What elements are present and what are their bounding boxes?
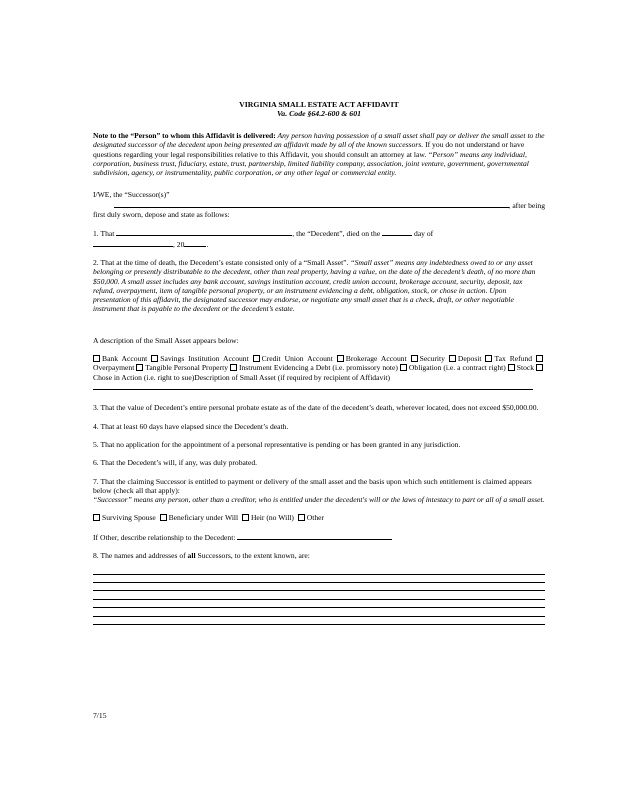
item-8	[93, 551, 545, 560]
item-1-year: , 20	[173, 239, 185, 249]
option-other: Other	[306, 513, 325, 523]
item-2-normal: 2. That at the time of death, the Decedent’s estate consisted only of a “Small Asset”.	[93, 257, 351, 267]
note-italic-2: “Person” means any individual, corporation, business trust, fiduciary, estate, trust, partnership, limited liability company, association, joint venture, government, governmental subdivision, agency, or instrumentality, public corporation, or any other legal or commercial entity.	[93, 149, 529, 178]
note-paragraph	[93, 131, 545, 177]
item-1-end: .	[206, 239, 209, 249]
successor-options	[93, 513, 545, 522]
option-tangible-property: Tangible Personal Property	[145, 363, 228, 373]
option-credit-union: Credit Union Account	[261, 354, 333, 364]
item-1-dayof: day of	[414, 229, 434, 239]
surviving-spouse-checkbox[interactable]	[93, 514, 100, 521]
option-instrument-debt: Instrument Evidencing a Debt (i.e. promissory note)	[238, 363, 398, 373]
successor-address-line-2[interactable]	[93, 575, 545, 583]
note-lead: Note to the “Person” to whom this Affidavit is delivered:	[93, 131, 276, 140]
iwe-label: I/WE, the “Successor(s)”	[93, 190, 170, 200]
successors-line	[93, 200, 545, 210]
death-day-field[interactable]	[382, 228, 412, 236]
after-being-text: , after being	[508, 200, 545, 210]
option-surviving-spouse: Surviving Spouse	[102, 513, 156, 523]
brokerage-account-checkbox[interactable]	[337, 355, 344, 362]
death-month-field[interactable]	[93, 239, 173, 247]
option-chose-in-action: Chose in Action (i.e. right to sue)	[93, 372, 195, 382]
other-relationship-line	[93, 532, 545, 542]
successor-address-line-7[interactable]	[93, 617, 545, 625]
item-8-bold: all	[187, 551, 196, 560]
stock-checkbox[interactable]	[508, 364, 515, 371]
sworn-text: first duly sworn, depose and state as follows:	[93, 210, 230, 220]
bank-account-checkbox[interactable]	[93, 355, 100, 362]
savings-institution-checkbox[interactable]	[151, 355, 158, 362]
item-2-paragraph	[93, 258, 545, 314]
decedent-name-field[interactable]	[116, 228, 292, 236]
option-heir: Heir (no Will)	[250, 513, 294, 523]
option-overpayment: Overpayment	[93, 363, 135, 373]
heir-checkbox[interactable]	[242, 514, 249, 521]
item-1-start: 1. That	[93, 229, 115, 239]
form-revision-date: 7/15	[93, 711, 107, 720]
beneficiary-checkbox[interactable]	[160, 514, 167, 521]
item-8-start: 8. The names and addresses of	[93, 551, 188, 560]
asset-options	[93, 354, 545, 382]
overpayment-checkbox[interactable]	[536, 355, 543, 362]
item-6: 6. That the Decedent’s will, if any, was duly probated.	[93, 458, 258, 468]
item-7-normal: 7. That the claiming Successor is entitled to payment or delivery of the small asset and the basis upon which such entitlement is claimed appears below (check all that apply):	[93, 476, 532, 495]
other-checkbox[interactable]	[298, 514, 305, 521]
asset-description-line[interactable]	[93, 382, 533, 390]
successor-address-line-4[interactable]	[93, 591, 545, 599]
item-1-line-2	[93, 239, 545, 249]
item-2-italic: “Small asset” means any indebtedness owed to or any asset belonging or presently distributable to the decedent, other than real property, having a value, on the date of the decedent’s death, of no more than $50,000. A small asset includes any bank account, savings institution account, credit union account, brokerage account, security, deposit, tax refund, overpayment, item of tangible personal property, or an instrument evidencing a debt, obligation, stock, or chose in action. Upon presentation of this affidavit, the designated successor may endorse, or negotiate any small asset that is a check, draft, or other negotiable instrument that is payable to the decedent or the decedent’s estate.	[93, 257, 536, 314]
successor-address-line-6[interactable]	[93, 608, 545, 616]
item-8-end: Successors, to the extent known, are:	[195, 551, 310, 560]
successor-address-line-3[interactable]	[93, 583, 545, 591]
successor-address-line-5[interactable]	[93, 600, 545, 608]
note-italic-1: Any person having possession of a small asset shall pay or deliver the small asset to the designated successor of the decedent upon being presented an affidavit made by all of the known successors.	[93, 131, 545, 150]
item-3: 3. That the value of Decedent’s entire personal probate estate as of the date of the decedent’s death, wherever located, does not exceed $50,000.00.	[93, 403, 539, 413]
credit-union-checkbox[interactable]	[253, 355, 260, 362]
other-relationship-label: If Other, describe relationship to the Decedent:	[93, 532, 236, 542]
item-7-paragraph	[93, 477, 545, 505]
asset-description-label: Description of Small Asset (if required by recipient of Affidavit)	[194, 372, 391, 382]
item-7-italic: “Successor” means any person, other than a creditor, who is entitled under the decedent's will or the laws of intestacy to part or all of a small asset.	[93, 495, 545, 505]
item-4: 4. That at least 60 days have elapsed since the Decedent’s death.	[93, 421, 289, 431]
document-subtitle: Va. Code §64.2-600 & 601	[276, 109, 362, 118]
chose-in-action-checkbox[interactable]	[536, 364, 543, 371]
other-relationship-field[interactable]	[237, 532, 392, 540]
option-savings-institution: Savings Institution Account	[160, 354, 249, 364]
item-1-line	[93, 228, 545, 238]
death-year-field[interactable]	[184, 239, 209, 249]
option-obligation: Obligation (i.e. a contract right)	[408, 363, 506, 373]
tax-refund-checkbox[interactable]	[485, 355, 492, 362]
option-deposit: Deposit	[457, 354, 482, 364]
option-security: Security	[419, 354, 445, 364]
affidavit-page	[93, 100, 545, 625]
item-1-mid: , the “Decedent”, died on the	[292, 229, 381, 239]
asset-desc-label: A description of the Small Asset appears below:	[93, 335, 239, 345]
option-bank-account: Bank Account	[102, 354, 148, 364]
successor-address-line-1[interactable]	[93, 566, 545, 574]
security-checkbox[interactable]	[411, 355, 418, 362]
successors-name-field[interactable]	[114, 200, 509, 208]
option-brokerage-account: Brokerage Account	[345, 354, 407, 364]
tangible-property-checkbox[interactable]	[136, 364, 143, 371]
deposit-checkbox[interactable]	[449, 355, 456, 362]
instrument-debt-checkbox[interactable]	[230, 364, 237, 371]
option-stock: Stock	[516, 363, 535, 373]
option-tax-refund: Tax Refund	[494, 354, 533, 364]
obligation-checkbox[interactable]	[400, 364, 407, 371]
option-beneficiary: Beneficiary under Will	[168, 513, 239, 523]
note-normal-1: If you do not understand or have questions regarding your legal responsibilities relative to this Affidavit, you should consult an attorney at law.	[93, 140, 525, 159]
document-title: VIRGINIA SMALL ESTATE ACT AFFIDAVIT	[239, 100, 399, 109]
item-5: 5. That no application for the appointment of a personal representative is pending or has been granted in any jurisdiction.	[93, 439, 461, 449]
